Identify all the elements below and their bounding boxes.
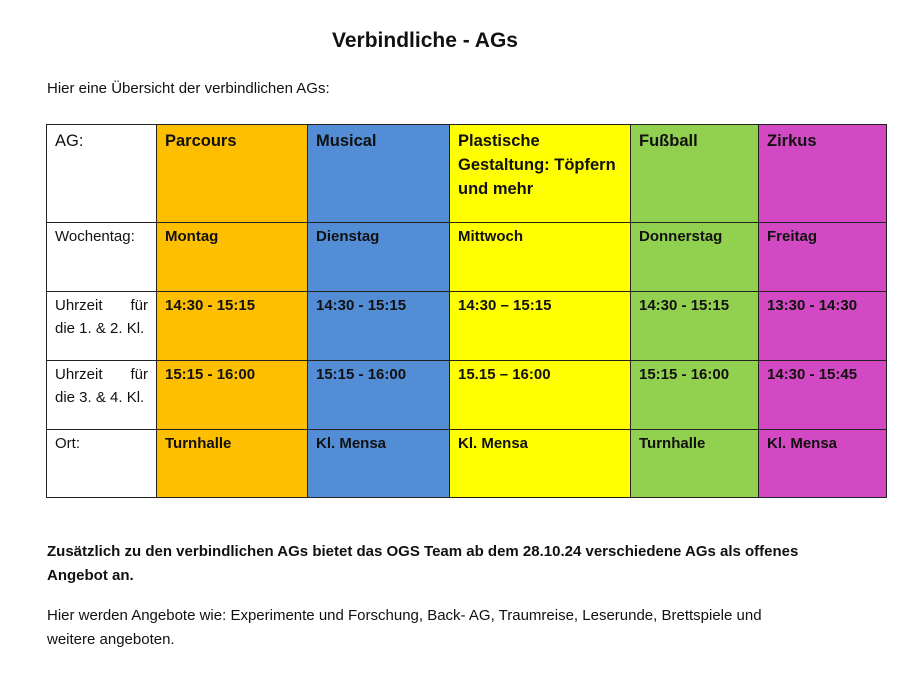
row-label-place: Ort: <box>47 430 157 498</box>
ag-table <box>46 124 887 498</box>
table-row-place <box>47 430 887 498</box>
table-row-ag <box>47 125 887 223</box>
time34-parcours: 15:15 - 16:00 <box>157 361 308 430</box>
day-plastische-gestaltung: Mittwoch <box>450 223 631 292</box>
day-zirkus: Freitag <box>759 223 887 292</box>
table-row-time34 <box>47 361 887 430</box>
day-musical: Dienstag <box>308 223 450 292</box>
time12-zirkus: 13:30 - 14:30 <box>759 292 887 361</box>
table-row-day <box>47 223 887 292</box>
time12-musical: 14:30 - 15:15 <box>308 292 450 361</box>
place-musical: Kl. Mensa <box>308 430 450 498</box>
place-parcours: Turnhalle <box>157 430 308 498</box>
ag-name-musical: Musical <box>308 125 450 223</box>
row-label-ag: AG: <box>47 125 157 223</box>
ag-name-fussball: Fußball <box>631 125 759 223</box>
offers-note: Hier werden Angebote wie: Experimente und Forschung, Back- AG, Traumreise, Leserunde, Brettspiele und weitere angeboten. <box>47 607 762 648</box>
page-title: Verbindliche - AGs <box>332 29 518 52</box>
day-fussball: Donnerstag <box>631 223 759 292</box>
ag-name-plastische-gestaltung: Plastische Gestaltung: Töpfern und mehr <box>450 125 631 223</box>
table-row-time12 <box>47 292 887 361</box>
row-label-time12: Uhrzeit für die 1. & 2. Kl. <box>47 292 157 361</box>
time34-zirkus: 14:30 - 15:45 <box>759 361 887 430</box>
place-zirkus: Kl. Mensa <box>759 430 887 498</box>
ag-name-zirkus: Zirkus <box>759 125 887 223</box>
row-label-day: Wochentag: <box>47 223 157 292</box>
time12-parcours: 14:30 - 15:15 <box>157 292 308 361</box>
time12-fussball: 14:30 - 15:15 <box>631 292 759 361</box>
time34-musical: 15:15 - 16:00 <box>308 361 450 430</box>
ag-name-parcours: Parcours <box>157 125 308 223</box>
place-fussball: Turnhalle <box>631 430 759 498</box>
day-parcours: Montag <box>157 223 308 292</box>
row-label-time34: Uhrzeit für die 3. & 4. Kl. <box>47 361 157 430</box>
intro-text: Hier eine Übersicht der verbindlichen AGs: <box>47 80 330 97</box>
time12-plastische-gestaltung: 14:30 – 15:15 <box>450 292 631 361</box>
place-plastische-gestaltung: Kl. Mensa <box>450 430 631 498</box>
time34-fussball: 15:15 - 16:00 <box>631 361 759 430</box>
time34-plastische-gestaltung: 15.15 – 16:00 <box>450 361 631 430</box>
extra-note: Zusätzlich zu den verbindlichen AGs bietet das OGS Team ab dem 28.10.24 verschiedene AGs als offenes Angebot an. <box>47 543 799 584</box>
